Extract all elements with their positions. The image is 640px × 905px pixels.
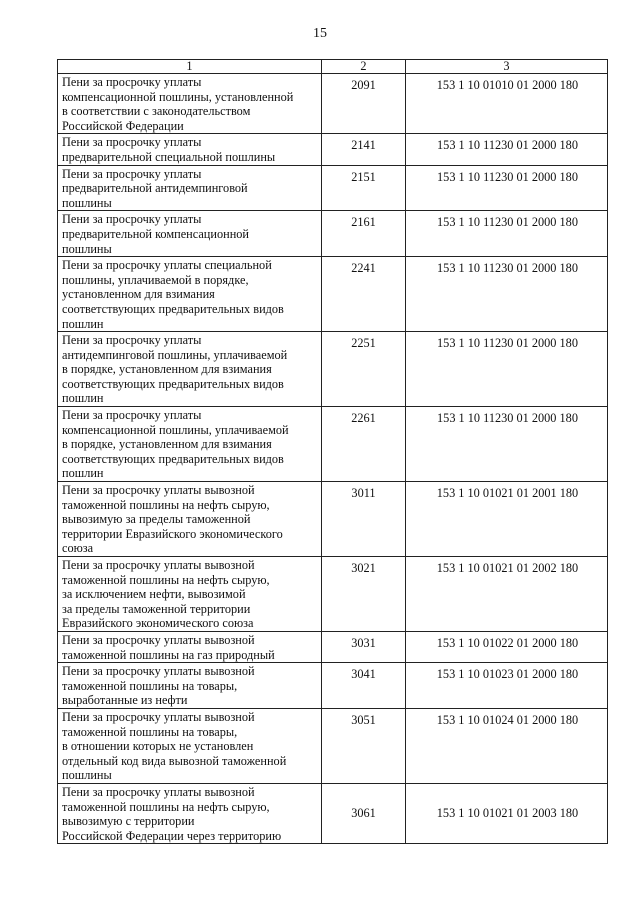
budget-classification-code-cell: 153 1 10 11230 01 2000 180 — [406, 165, 608, 211]
payment-name-line: вывозимую за пределы таможенной — [62, 512, 251, 527]
table-row — [58, 332, 608, 407]
payment-name-cell — [58, 134, 322, 165]
payment-name-line: Российской Федерации — [62, 118, 184, 133]
payment-code-cell: 2091 — [322, 74, 406, 134]
budget-classification-code-cell: 153 1 10 01024 01 2000 180 — [406, 708, 608, 783]
payment-name-line: пошлины — [62, 195, 112, 210]
payment-code-cell: 3041 — [322, 663, 406, 709]
payment-name-line: компенсационной пошлины, установленной — [62, 89, 294, 104]
payment-code-cell: 3061 — [322, 783, 406, 843]
payment-name-cell — [58, 407, 322, 482]
payment-name-line: Пени за просрочку уплаты — [62, 333, 202, 348]
payment-name-cell — [58, 557, 322, 632]
payment-name-line: Евразийского экономического союза — [62, 616, 254, 631]
budget-classification-code-cell: 153 1 10 01021 01 2002 180 — [406, 557, 608, 632]
payment-name-cell — [58, 482, 322, 557]
payment-name-line: предварительной антидемпинговой — [62, 181, 248, 196]
payment-name-line: Пени за просрочку уплаты — [62, 135, 202, 150]
payment-name-line: Пени за просрочку уплаты — [62, 408, 202, 423]
payment-name-line: вывозимую с территории — [62, 814, 195, 829]
payment-name-line: таможенной пошлины на товары, — [62, 678, 238, 693]
payment-code-cell: 2251 — [322, 332, 406, 407]
payment-name-line: Пени за просрочку уплаты вывозной — [62, 709, 255, 724]
column-header-3: 3 — [406, 60, 608, 74]
payment-name-line: предварительной компенсационной — [62, 226, 250, 241]
page-number: 15 — [313, 26, 327, 41]
payment-name-line: таможенной пошлины на нефть сырую, — [62, 572, 270, 587]
payment-name-line: выработанные из нефти — [62, 693, 188, 708]
payment-name-line: пошлины — [62, 768, 112, 783]
payment-code-cell: 2241 — [322, 257, 406, 332]
table-row — [58, 74, 608, 134]
payment-name-line: в порядке, установленном для взимания — [62, 437, 272, 452]
payment-name-cell — [58, 663, 322, 709]
payment-name-cell — [58, 165, 322, 211]
payment-name-line: за пределы таможенной территории — [62, 601, 251, 616]
payment-name-line: предварительной специальной пошлины — [62, 149, 276, 164]
table-row — [58, 557, 608, 632]
payment-name-line: отдельный код вида вывозной таможенной — [62, 753, 287, 768]
payment-name-line: Пени за просрочку уплаты вывозной — [62, 664, 255, 679]
payment-name-line: пошлины, уплачиваемой в порядке, — [62, 272, 249, 287]
budget-classification-code-cell: 153 1 10 01022 01 2000 180 — [406, 631, 608, 662]
payment-code-cell: 2141 — [322, 134, 406, 165]
payment-name-line: Пени за просрочку уплаты вывозной — [62, 784, 255, 799]
payment-name-line: за исключением нефти, вывозимой — [62, 587, 246, 602]
table-row — [58, 663, 608, 709]
payment-name-cell — [58, 74, 322, 134]
table-row — [58, 134, 608, 165]
budget-classification-code-cell: 153 1 10 11230 01 2000 180 — [406, 407, 608, 482]
table-header-row — [58, 60, 608, 74]
payment-name-line: пошлин — [62, 466, 104, 481]
payment-name-line: союза — [62, 541, 94, 556]
budget-classification-code-cell: 153 1 10 11230 01 2000 180 — [406, 332, 608, 407]
payment-code-cell: 3021 — [322, 557, 406, 632]
payment-code-cell: 2261 — [322, 407, 406, 482]
payment-name-line: в отношении которых не установлен — [62, 739, 254, 754]
budget-classification-code-cell: 153 1 10 11230 01 2000 180 — [406, 257, 608, 332]
table-row — [58, 165, 608, 211]
payment-name-line: Пени за просрочку уплаты — [62, 166, 202, 181]
payment-name-cell — [58, 211, 322, 257]
payment-name-line: в порядке, установленном для взимания — [62, 362, 272, 377]
payment-name-cell — [58, 332, 322, 407]
payment-name-line: таможенной пошлины на газ природный — [62, 647, 275, 662]
payment-name-line: пошлин — [62, 391, 104, 406]
payment-name-line: таможенной пошлины на нефть сырую, — [62, 497, 270, 512]
budget-classification-code-cell: 153 1 10 01023 01 2000 180 — [406, 663, 608, 709]
payment-name-cell — [58, 631, 322, 662]
payment-name-line: таможенной пошлины на товары, — [62, 724, 238, 739]
payment-name-line: соответствующих предварительных видов — [62, 451, 284, 466]
budget-classification-code-cell: 153 1 10 01010 01 2000 180 — [406, 74, 608, 134]
payment-name-line: пошлины — [62, 241, 112, 256]
column-header-2: 2 — [322, 60, 406, 74]
payment-name-cell — [58, 257, 322, 332]
payment-name-line: Российской Федерации через территорию — [62, 828, 282, 843]
budget-classification-code-cell: 153 1 10 01021 01 2003 180 — [406, 783, 608, 843]
table-row — [58, 482, 608, 557]
table-row — [58, 708, 608, 783]
payment-code-cell: 2161 — [322, 211, 406, 257]
payment-name-line: Пени за просрочку уплаты — [62, 212, 202, 227]
payment-name-line: пошлин — [62, 316, 104, 331]
payment-name-line: Пени за просрочку уплаты вывозной — [62, 483, 255, 498]
payment-name-line: установленном для взимания — [62, 287, 215, 302]
payment-code-cell: 3051 — [322, 708, 406, 783]
payment-code-cell: 3031 — [322, 631, 406, 662]
table-row — [58, 257, 608, 332]
payment-name-line: соответствующих предварительных видов — [62, 376, 284, 391]
payment-name-cell — [58, 708, 322, 783]
payments-table — [57, 59, 608, 844]
budget-classification-code-cell: 153 1 10 11230 01 2000 180 — [406, 211, 608, 257]
payment-name-line: Пени за просрочку уплаты — [62, 75, 202, 89]
payment-name-line: Пени за просрочку уплаты специальной — [62, 258, 272, 273]
table-row — [58, 211, 608, 257]
payment-code-cell: 2151 — [322, 165, 406, 211]
table-row — [58, 631, 608, 662]
payment-name-line: Пени за просрочку уплаты вывозной — [62, 632, 255, 647]
column-header-1: 1 — [58, 60, 322, 74]
payment-name-line: таможенной пошлины на нефть сырую, — [62, 799, 270, 814]
payment-name-line: территории Евразийского экономического — [62, 526, 283, 541]
payment-name-line: соответствующих предварительных видов — [62, 301, 284, 316]
payment-code-cell: 3011 — [322, 482, 406, 557]
payment-name-line: компенсационной пошлины, уплачиваемой — [62, 422, 289, 437]
table-row — [58, 783, 608, 843]
payment-name-line: антидемпинговой пошлины, уплачиваемой — [62, 347, 288, 362]
payment-name-cell — [58, 783, 322, 843]
payment-name-line: в соответствии с законодательством — [62, 104, 251, 119]
table-row — [58, 407, 608, 482]
budget-classification-code-cell: 153 1 10 11230 01 2000 180 — [406, 134, 608, 165]
budget-classification-code-cell: 153 1 10 01021 01 2001 180 — [406, 482, 608, 557]
payment-name-line: Пени за просрочку уплаты вывозной — [62, 558, 255, 572]
